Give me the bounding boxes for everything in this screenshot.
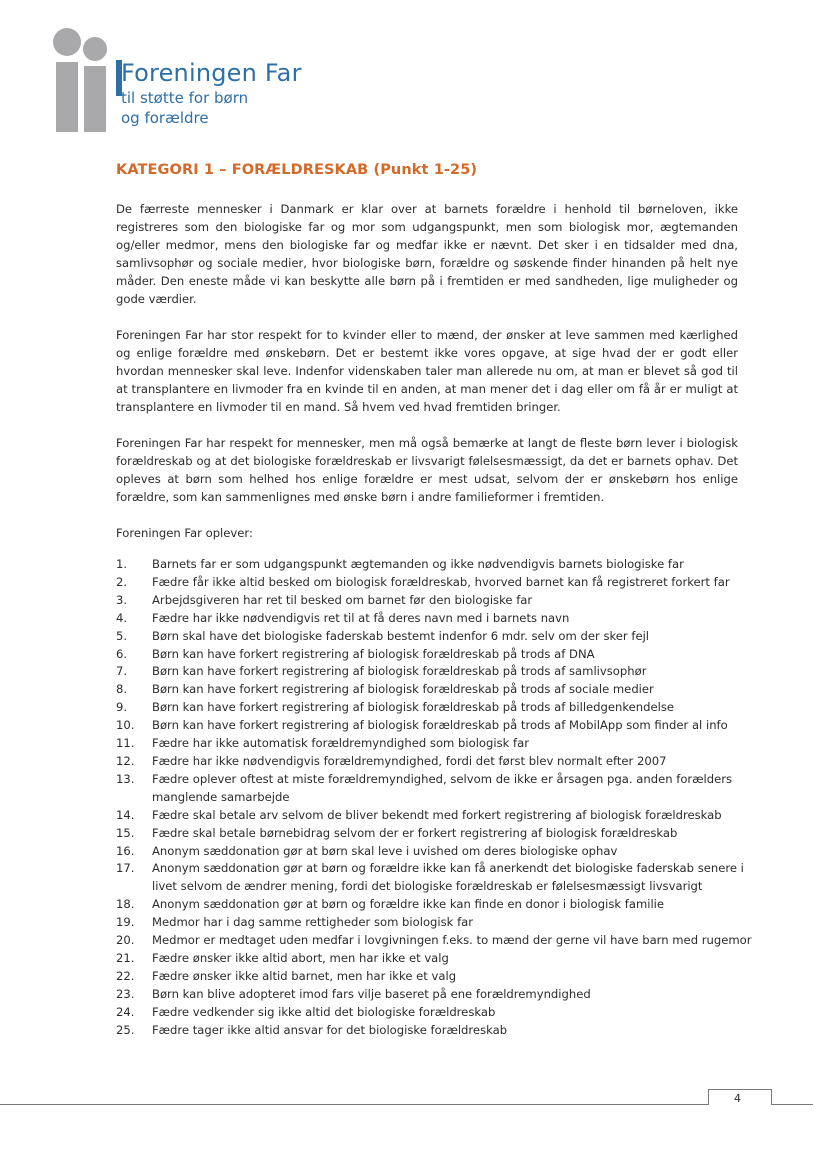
list-item-number: 4. bbox=[116, 610, 128, 625]
list-item bbox=[116, 950, 766, 968]
list-item bbox=[116, 896, 766, 914]
list-item-text: Fædre har ikke automatisk forældremyndighed som biologisk far bbox=[152, 736, 529, 751]
list-item-number: 19. bbox=[116, 915, 135, 930]
list-item bbox=[116, 663, 766, 681]
footer-rule bbox=[0, 1104, 708, 1105]
list-item bbox=[116, 646, 766, 664]
footer-box-right-edge bbox=[771, 1089, 772, 1105]
list-item bbox=[116, 699, 766, 717]
logo-body-right bbox=[84, 66, 106, 132]
list-item-number: 18. bbox=[116, 897, 135, 912]
list-item-number: 11. bbox=[116, 736, 135, 751]
list-item-text: Arbejdsgiveren har ret til besked om barnet før den biologiske far bbox=[152, 592, 533, 607]
list-item bbox=[116, 771, 766, 807]
list-item-number: 25. bbox=[116, 1022, 135, 1037]
list-item-number: 17. bbox=[116, 861, 135, 876]
list-item bbox=[116, 807, 766, 825]
list-item-number: 24. bbox=[116, 1004, 135, 1019]
list-item-text: Fædre har ikke nødvendigvis ret til at få deres navn med i barnets navn bbox=[152, 610, 570, 625]
list-item bbox=[116, 825, 766, 843]
document-body bbox=[116, 200, 752, 1039]
list-item-number: 23. bbox=[116, 986, 135, 1001]
list-item-text: Fædre oplever oftest at miste forældremyndighed, selvom de ikke er årsagen pga. anden forælders manglende samarbejde bbox=[152, 771, 733, 804]
list-item-number: 9. bbox=[116, 700, 128, 715]
logo-head-left bbox=[53, 28, 81, 56]
list-item-text: Børn skal have det biologiske faderskab bestemt indenfor 6 mdr. selv om der sker fejl bbox=[152, 628, 650, 643]
list-item bbox=[116, 753, 766, 771]
list-item bbox=[116, 681, 766, 699]
logo-head-right bbox=[83, 37, 107, 61]
logo-body-left bbox=[56, 62, 78, 132]
list-item-text: Barnets far er som udgangspunkt ægtemanden og ikke nødvendigvis barnets biologiske far bbox=[152, 557, 684, 571]
list-item-number: 1. bbox=[116, 557, 128, 571]
paragraph-intro: De færreste mennesker i Danmark er klar over at barnets forældre i henhold til børneloven, ikke registreres som den biologiske far og mor som udgangspunkt, men som biologisk mor, ægtemanden og/eller medmor, mens den biologiske far og medfar ikke er nævnt. Det sker i en tidsalder med dna, samlivsophør og sociale medier, hvor biologiske børn, forældre og søskende finder hinanden på helt nye måder. Den eneste måde vi kan beskytte alle børn på i fremtiden er med sandheden, lige muligheder og gode værdier. bbox=[116, 202, 738, 306]
list-item bbox=[116, 1004, 766, 1022]
list-item-number: 14. bbox=[116, 807, 135, 822]
organization-tagline-1: til støtte for børn bbox=[121, 89, 249, 107]
list-item-number: 7. bbox=[116, 664, 128, 679]
list-item bbox=[116, 986, 766, 1004]
list-item bbox=[116, 717, 766, 735]
list-item-number: 22. bbox=[116, 968, 135, 983]
list-item bbox=[116, 968, 766, 986]
list-item-number: 16. bbox=[116, 843, 135, 858]
list-item bbox=[116, 592, 766, 610]
list-item-text: Medmor er medtaget uden medfar i lovgivningen f.eks. to mænd der gerne vil have barn med rugemor bbox=[152, 933, 752, 948]
list-item-text: Fædre tager ikke altid ansvar for det biologiske forældreskab bbox=[152, 1022, 508, 1037]
list-item bbox=[116, 574, 766, 592]
footer-box-top-edge bbox=[708, 1089, 772, 1090]
list-item-text: Anonym sæddonation gør at børn skal leve i uvished om deres biologiske ophav bbox=[152, 843, 618, 858]
list-item-text: Fædre vedkender sig ikke altid det biologiske forældreskab bbox=[152, 1004, 496, 1019]
list-item-text: Fædre får ikke altid besked om biologisk forældreskab, hvorved barnet kan få registreret forkert far bbox=[152, 574, 730, 589]
list-item-text: Fædre skal betale børnebidrag selvom der er forkert registrering af biologisk forældreskab bbox=[152, 825, 678, 840]
list-item bbox=[116, 860, 766, 896]
list-item bbox=[116, 735, 766, 753]
list-item-text: Fædre ønsker ikke altid barnet, men har ikke et valg bbox=[152, 968, 457, 983]
list-item-text: Børn kan have forkert registrering af biologisk forældreskab på trods af DNA bbox=[152, 646, 595, 661]
experience-list bbox=[116, 556, 766, 1039]
list-item bbox=[116, 628, 766, 646]
list-item-text: Fædre skal betale arv selvom de bliver bekendt med forkert registrering af biologisk forældreskab bbox=[152, 807, 722, 822]
list-item-text: Børn kan have forkert registrering af biologisk forældreskab på trods af samlivsophør bbox=[152, 664, 647, 679]
list-lead: Foreningen Far oplever: bbox=[116, 526, 253, 540]
organization-tagline-2: og forældre bbox=[121, 109, 209, 127]
list-item-text: Børn kan blive adopteret imod fars vilje baseret på ene forældremyndighed bbox=[152, 986, 591, 1001]
list-item bbox=[116, 610, 766, 628]
section-heading: KATEGORI 1 – FORÆLDRESKAB (Punkt 1-25) bbox=[116, 162, 478, 178]
list-item-text: Børn kan have forkert registrering af biologisk forældreskab på trods af sociale medier bbox=[152, 682, 654, 697]
list-item-text: Børn kan have forkert registrering af biologisk forældreskab på trods af billedgenkendelse bbox=[152, 700, 675, 715]
footer-box-left-edge bbox=[708, 1089, 709, 1105]
paragraph-respect: Foreningen Far har stor respekt for to kvinder eller to mænd, der ønsker at leve sammen med kærlighed og enlige forældre med ønskebørn. Det er bestemt ikke vores opgave, at sige hvad der er godt eller hvordan mennesker skal leve. Indenfor videnskaben taler man allerede nu om, at man er blevet så god til at transplantere en livmoder fra en kvinde til en anden, at man mener det i dag eller om få år er muligt at transplantere en livmoder til en mand. Så hvem ved hvad fremtiden bringer. bbox=[116, 328, 738, 414]
list-item-number: 3. bbox=[116, 592, 128, 607]
list-item-number: 5. bbox=[116, 628, 128, 643]
list-item-number: 6. bbox=[116, 646, 128, 661]
list-item bbox=[116, 556, 766, 574]
footer-rule-right bbox=[771, 1104, 813, 1105]
page-number: 4 bbox=[734, 1092, 741, 1105]
list-item-text: Fædre har ikke nødvendigvis forældremyndighed, fordi det først blev normalt efter 2007 bbox=[152, 753, 667, 768]
list-item-number: 21. bbox=[116, 950, 135, 965]
list-item-number: 2. bbox=[116, 574, 128, 589]
paragraph-biological: Foreningen Far har respekt for mennesker, men må også bemærke at langt de fleste børn lever i biologisk forældreskab og at det biologiske forældreskab er livsvarigt følelsesmæssigt, da det er barnets ophav. Det opleves at børn som helhed hos enlige forældre er mest udsat, selvom der er ønskebørn hos enlige forældre, som kan sammenlignes med ønske børn i andre familieformer i fremtiden. bbox=[116, 436, 738, 504]
list-item-number: 10. bbox=[116, 718, 135, 733]
list-item bbox=[116, 843, 766, 861]
list-item bbox=[116, 914, 766, 932]
list-item bbox=[116, 1022, 766, 1040]
list-item-text: Børn kan have forkert registrering af biologisk forældreskab på trods af MobilApp som finder al info bbox=[152, 718, 728, 733]
foreningen-far-logo bbox=[50, 22, 130, 134]
list-item-text: Fædre ønsker ikke altid abort, men har ikke et valg bbox=[152, 950, 449, 965]
list-item-number: 8. bbox=[116, 682, 128, 697]
list-item-text: Medmor har i dag samme rettigheder som biologisk far bbox=[152, 915, 474, 930]
list-item-text: Anonym sæddonation gør at børn og forældre ikke kan få anerkendt det biologiske faderskab senere i livet selvom de ændrer mening, fordi det biologiske forældreskab er følelsesmæssigt livsvarigt bbox=[152, 861, 744, 894]
list-item bbox=[116, 932, 766, 950]
list-item-number: 20. bbox=[116, 933, 135, 948]
logo-text bbox=[121, 58, 302, 128]
list-item-number: 15. bbox=[116, 825, 135, 840]
organization-name: Foreningen Far bbox=[121, 59, 302, 87]
list-item-number: 13. bbox=[116, 771, 135, 786]
list-item-text: Anonym sæddonation gør at børn og forældre ikke kan finde en donor i biologisk familie bbox=[152, 897, 665, 912]
list-item-number: 12. bbox=[116, 753, 135, 768]
